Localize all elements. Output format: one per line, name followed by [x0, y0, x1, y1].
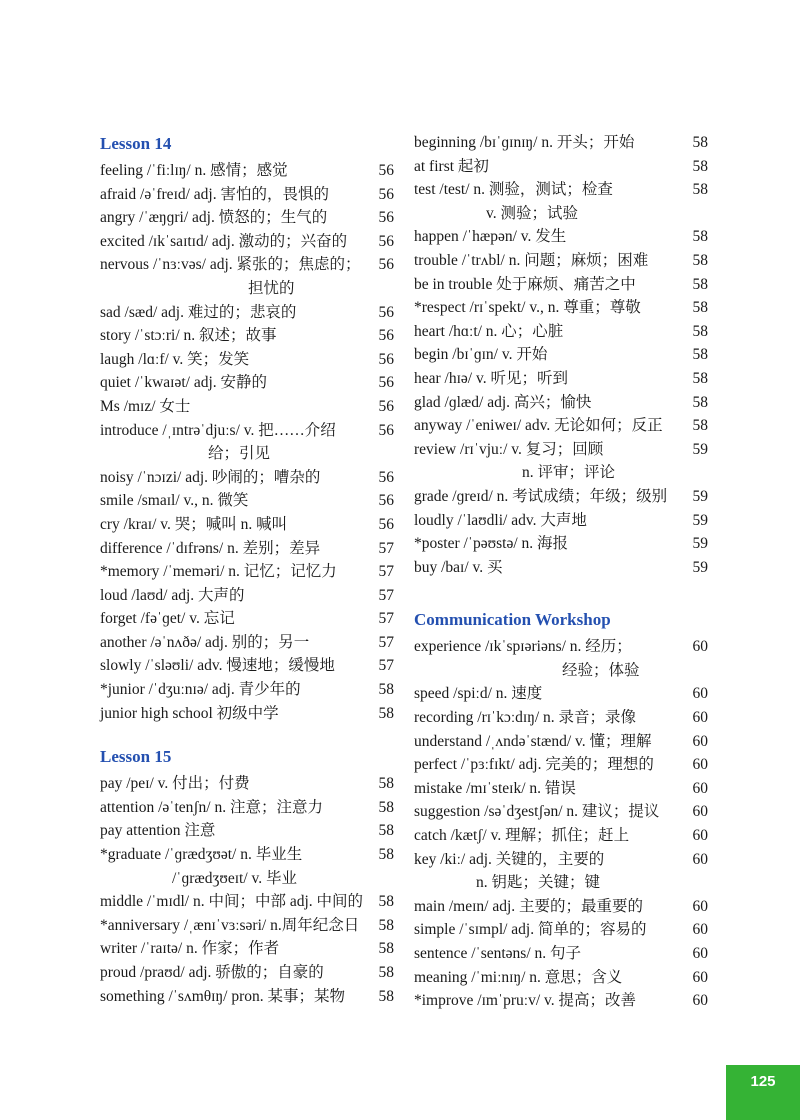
lesson-15-continued-list: [414, 131, 708, 579]
vocab-entry-continuation: n. 钥匙；关键；键: [476, 874, 601, 892]
vocab-entry: [414, 706, 708, 730]
vocab-entry: [414, 273, 708, 297]
vocab-entry: [414, 895, 708, 919]
vocab-entry: [414, 178, 708, 225]
vocab-entry-page: 59: [692, 558, 708, 576]
vocab-entry-page: 57: [378, 657, 394, 675]
vocab-entry: [100, 843, 394, 890]
vocab-entry-page: 56: [378, 185, 394, 203]
vocab-entry: [414, 367, 708, 391]
vocab-entry: [414, 131, 708, 155]
vocab-entry: [414, 730, 708, 754]
vocab-entry: [100, 654, 394, 678]
vocab-entry-page: 56: [378, 397, 394, 415]
vocab-entry: [414, 320, 708, 344]
vocab-entry-page: 58: [378, 987, 394, 1005]
vocab-entry-page: 60: [692, 709, 708, 727]
vocab-entry: [414, 918, 708, 942]
vocab-entry-page: 57: [378, 586, 394, 604]
vocab-entry: [414, 391, 708, 415]
vocab-entry-text: begin /bɪˈɡɪn/ v. 开始: [414, 346, 548, 364]
vocab-entry-text: sad /sæd/ adj. 难过的；悲哀的: [100, 303, 297, 321]
vocab-entry-page: 58: [692, 322, 708, 340]
vocab-entry-page: 56: [378, 421, 394, 439]
vocab-entry-continuation: 给；引见: [208, 445, 271, 463]
vocab-entry-text: slowly /ˈsləʊli/ adv. 慢速地；缓慢地: [100, 657, 335, 675]
vocab-entry-text: proud /praʊd/ adj. 骄傲的；自豪的: [100, 964, 324, 981]
left-column: [100, 129, 394, 1008]
vocab-entry-text: speed /spiːd/ n. 速度: [414, 685, 543, 703]
vocab-entry-page: 60: [692, 921, 708, 939]
vocab-entry-page: 59: [692, 511, 708, 529]
right-column: [414, 131, 708, 1013]
vocab-entry-page: 56: [378, 515, 394, 533]
vocab-entry-page: 58: [692, 181, 708, 199]
vocab-entry-text: angry /ˈæŋɡri/ adj. 愤怒的；生气的: [100, 209, 328, 227]
vocab-entry-page: 59: [692, 440, 708, 458]
vocab-entry-text: test /test/ n. 测验，测试；检查: [414, 181, 613, 199]
vocab-entry-page: 58: [692, 393, 708, 411]
vocab-entry-text: meaning /ˈmiːnɪŋ/ n. 意思；含义: [414, 968, 623, 986]
vocab-entry: [100, 489, 394, 513]
vocab-entry-text: key /kiː/ adj. 关键的，主要的: [414, 850, 605, 868]
vocab-entry-page: 60: [692, 968, 708, 986]
vocab-entry-page: 58: [378, 846, 394, 864]
vocab-entry-text: Ms /mɪz/ 女士: [100, 397, 191, 415]
vocab-entry-page: 60: [692, 827, 708, 845]
vocab-entry: [100, 914, 394, 938]
vocab-entry-page: 58: [692, 228, 708, 246]
vocab-entry: [414, 414, 708, 438]
vocab-entry-text: smile /smaɪl/ v., n. 微笑: [100, 492, 249, 510]
vocab-entry-text: pay /peɪ/ v. 付出；付费: [100, 775, 250, 793]
vocab-entry-page: 58: [378, 940, 394, 958]
vocab-entry-page: 57: [378, 563, 394, 581]
vocab-entry-page: 58: [692, 275, 708, 293]
vocab-entry-page: 58: [692, 157, 708, 175]
vocab-entry-page: 58: [692, 369, 708, 387]
vocab-entry-page: 56: [378, 374, 394, 392]
vocab-entry: [414, 556, 708, 580]
vocab-entry: [414, 966, 708, 990]
vocab-entry: [414, 249, 708, 273]
vocab-entry-page: 58: [378, 681, 394, 699]
vocab-entry: [414, 942, 708, 966]
vocab-entry-text: introduce /ˌɪntrəˈdjuːs/ v. 把……介绍: [100, 421, 336, 439]
vocab-entry-page: 60: [692, 992, 708, 1010]
vocab-entry-page: 60: [692, 638, 708, 656]
vocab-entry-text: *graduate /ˈɡrædʒʊət/ n. 毕业生: [100, 846, 303, 864]
vocab-entry-text: cry /kraɪ/ v. 哭；喊叫 n. 喊叫: [100, 515, 288, 533]
vocab-entry-text: loud /laʊd/ adj. 大声的: [100, 586, 245, 604]
vocab-entry-continuation: 担忧的: [248, 279, 295, 297]
vocab-entry: [414, 682, 708, 706]
vocab-entry: [100, 961, 394, 985]
vocab-entry-page: 60: [692, 897, 708, 915]
vocab-entry-text: difference /ˈdɪfrəns/ n. 差别；差异: [100, 539, 321, 557]
communication-workshop-list: [414, 635, 708, 1013]
vocab-entry-text: attention /əˈtenʃn/ n. 注意；注意力: [100, 798, 323, 816]
vocab-entry: [414, 989, 708, 1013]
vocab-entry-text: main /meɪn/ adj. 主要的；最重要的: [414, 897, 644, 915]
vocab-entry: [100, 419, 394, 466]
page-number: 125: [726, 1065, 800, 1120]
vocab-entry-page: 58: [692, 251, 708, 269]
vocab-entry-page: 56: [378, 232, 394, 250]
vocab-entry-text: forget /fəˈɡet/ v. 忘记: [100, 610, 235, 628]
vocab-entry-text: story /ˈstɔːri/ n. 叙述；故事: [100, 327, 277, 345]
vocab-entry: [414, 753, 708, 777]
lesson-14-list: [100, 159, 394, 725]
vocab-entry-text: *respect /rɪˈspekt/ v., n. 尊重；尊敬: [414, 299, 641, 317]
vocab-entry-page: 58: [692, 346, 708, 364]
vocab-entry-page: 58: [378, 916, 394, 934]
vocab-entry-text: middle /ˈmɪdl/ n. 中间；中部 adj. 中间的: [100, 893, 364, 911]
vocab-entry-text: *poster /ˈpəʊstə/ n. 海报: [414, 535, 569, 553]
vocab-entry-text: experience /ɪkˈspɪəriəns/ n. 经历；: [414, 638, 632, 656]
vocab-entry-continuation: 经验；体验: [562, 661, 640, 679]
vocab-entry: [100, 607, 394, 631]
vocab-entry-text: another /əˈnʌðə/ adj. 别的；另一: [100, 633, 310, 651]
vocab-entry: [100, 678, 394, 702]
vocab-entry-page: 57: [378, 539, 394, 557]
vocab-entry-page: 56: [378, 492, 394, 510]
vocab-entry: [100, 702, 394, 726]
vocab-entry-text: sentence /ˈsentəns/ n. 句子: [414, 945, 582, 962]
communication-workshop-heading: Communication Workshop: [414, 610, 611, 630]
vocab-entry: [414, 296, 708, 320]
vocab-entry-text: junior high school 初级中学: [100, 704, 279, 722]
vocab-entry: [100, 560, 394, 584]
vocab-entry-text: glad /ɡlæd/ adj. 高兴；愉快: [414, 393, 592, 411]
vocab-entry: [100, 159, 394, 183]
vocab-entry-text: buy /baɪ/ v. 买: [414, 558, 503, 576]
vocab-entry: [100, 513, 394, 537]
vocab-entry-text: be in trouble 处于麻烦、痛苦之中: [414, 275, 636, 293]
vocab-entry: [100, 466, 394, 490]
lesson-15-list: [100, 772, 394, 1008]
vocab-entry-page: 56: [378, 350, 394, 368]
vocab-entry-page: 58: [692, 299, 708, 317]
vocab-entry-text: *junior /ˈdʒuːnɪə/ adj. 青少年的: [100, 681, 301, 699]
vocab-entry-text: *improve /ɪmˈpruːv/ v. 提高；改善: [414, 992, 637, 1010]
vocab-entry: [414, 635, 708, 682]
vocab-entry-page: 58: [378, 798, 394, 816]
vocab-entry: [100, 206, 394, 230]
vocab-entry: [414, 532, 708, 556]
vocab-entry: [100, 537, 394, 561]
vocab-entry-page: 60: [692, 945, 708, 962]
vocab-entry-text: loudly /ˈlaʊdli/ adv. 大声地: [414, 511, 587, 529]
vocab-entry-text: perfect /ˈpɜːfɪkt/ adj. 完美的；理想的: [414, 756, 654, 774]
vocab-entry: [100, 584, 394, 608]
vocab-entry: [414, 438, 708, 485]
vocab-entry-page: 59: [692, 487, 708, 505]
vocab-entry-page: 56: [378, 468, 394, 486]
vocab-entry-page: 60: [692, 779, 708, 797]
vocab-entry: [414, 343, 708, 367]
vocab-entry-page: 57: [378, 610, 394, 628]
vocab-entry-page: 58: [378, 964, 394, 981]
vocab-entry: [100, 324, 394, 348]
vocab-entry: [100, 890, 394, 914]
vocab-entry: [414, 485, 708, 509]
vocab-entry: [100, 985, 394, 1009]
vocab-entry-text: grade /ɡreɪd/ n. 考试成绩；年级；级别: [414, 487, 668, 505]
vocab-entry: [414, 155, 708, 179]
vocab-entry-page: 56: [378, 303, 394, 321]
vocab-entry: [100, 772, 394, 796]
vocab-entry-text: afraid /əˈfreɪd/ adj. 害怕的，畏惧的: [100, 185, 329, 203]
lesson-14-heading: Lesson 14: [100, 134, 172, 153]
vocab-entry: [100, 631, 394, 655]
vocab-entry-text: writer /ˈraɪtə/ n. 作家；作者: [100, 940, 280, 958]
vocab-entry-text: pay attention 注意: [100, 822, 216, 840]
vocab-entry: [100, 253, 394, 300]
vocab-entry-text: nervous /ˈnɜːvəs/ adj. 紧张的；焦虑的；: [100, 256, 361, 274]
vocab-entry: [100, 301, 394, 325]
vocab-entry-text: excited /ɪkˈsaɪtɪd/ adj. 激动的；兴奋的: [100, 232, 348, 250]
vocab-entry-page: 58: [692, 417, 708, 435]
vocab-entry-text: recording /rɪˈkɔːdɪŋ/ n. 录音；录像: [414, 709, 637, 727]
vocab-entry: [100, 395, 394, 419]
vocab-entry-text: feeling /ˈfiːlɪŋ/ n. 感情；感觉: [100, 162, 288, 179]
vocab-entry-text: happen /ˈhæpən/ v. 发生: [414, 228, 567, 246]
vocab-entry-text: *memory /ˈmeməri/ n. 记忆；记忆力: [100, 563, 337, 581]
vocab-entry-text: trouble /ˈtrʌbl/ n. 问题；麻烦；困难: [414, 251, 649, 269]
vocab-entry: [414, 777, 708, 801]
vocab-entry-page: 56: [378, 162, 394, 179]
vocab-entry-text: mistake /mɪˈsteɪk/ n. 错误: [414, 779, 576, 797]
vocab-entry-page: 59: [692, 535, 708, 553]
vocab-entry-page: 60: [692, 850, 708, 868]
vocab-entry: [100, 183, 394, 207]
vocab-entry-page: 58: [378, 893, 394, 911]
vocab-entry-page: 56: [378, 327, 394, 345]
vocab-entry: [100, 230, 394, 254]
vocab-entry: [414, 824, 708, 848]
vocab-entry-text: beginning /bɪˈɡɪnɪŋ/ n. 开头；开始: [414, 134, 635, 151]
vocab-entry-page: 58: [378, 822, 394, 840]
vocab-entry-text: simple /ˈsɪmpl/ adj. 简单的；容易的: [414, 921, 647, 939]
vocab-entry: [414, 848, 708, 895]
vocab-entry-page: 56: [378, 209, 394, 227]
vocab-entry: [100, 819, 394, 843]
vocab-entry-text: *anniversary /ˌænɪˈvɜːsəri/ n.周年纪念日: [100, 916, 360, 934]
vocab-entry: [100, 371, 394, 395]
vocab-entry-text: catch /kætʃ/ v. 理解；抓住；赶上: [414, 827, 630, 845]
vocab-entry-page: 57: [378, 633, 394, 651]
vocab-entry-text: noisy /ˈnɔɪzi/ adj. 吵闹的；嘈杂的: [100, 468, 321, 486]
vocab-entry-text: heart /hɑːt/ n. 心；心脏: [414, 322, 564, 340]
vocab-entry-text: quiet /ˈkwaɪət/ adj. 安静的: [100, 374, 268, 392]
vocab-entry: [100, 348, 394, 372]
vocab-entry-page: 60: [692, 803, 708, 821]
vocab-entry-text: anyway /ˈeniweɪ/ adv. 无论如何；反正: [414, 417, 663, 435]
vocab-entry: [414, 800, 708, 824]
vocab-entry-page: 56: [378, 256, 394, 274]
vocab-entry-text: laugh /lɑːf/ v. 笑；发笑: [100, 350, 250, 368]
vocab-entry-continuation: v. 测验；试验: [486, 204, 578, 222]
vocab-entry-page: 58: [692, 134, 708, 151]
vocab-entry: [100, 937, 394, 961]
vocab-entry-page: 58: [378, 775, 394, 793]
vocab-entry-text: review /rɪˈvjuː/ v. 复习；回顾: [414, 440, 604, 458]
vocab-entry: [100, 796, 394, 820]
vocab-entry-text: something /ˈsʌmθɪŋ/ pron. 某事；某物: [100, 987, 346, 1005]
vocab-entry-text: hear /hɪə/ v. 听见；听到: [414, 369, 568, 387]
vocab-entry-text: at first 起初: [414, 157, 489, 175]
vocab-entry-page: 60: [692, 732, 708, 750]
vocab-entry-page: 60: [692, 756, 708, 774]
vocab-entry-continuation: n. 评审；评论: [522, 464, 616, 482]
vocab-entry-text: suggestion /səˈdʒestʃən/ n. 建议；提议: [414, 803, 660, 821]
vocab-entry: [414, 509, 708, 533]
vocab-entry: [414, 225, 708, 249]
vocab-entry-page: 58: [378, 704, 394, 722]
vocab-entry-continuation: /ˈɡrædʒʊeɪt/ v. 毕业: [172, 869, 298, 887]
lesson-15-heading: Lesson 15: [100, 747, 172, 767]
vocab-entry-text: understand /ˌʌndəˈstænd/ v. 懂；理解: [414, 732, 652, 750]
vocab-entry-page: 60: [692, 685, 708, 703]
